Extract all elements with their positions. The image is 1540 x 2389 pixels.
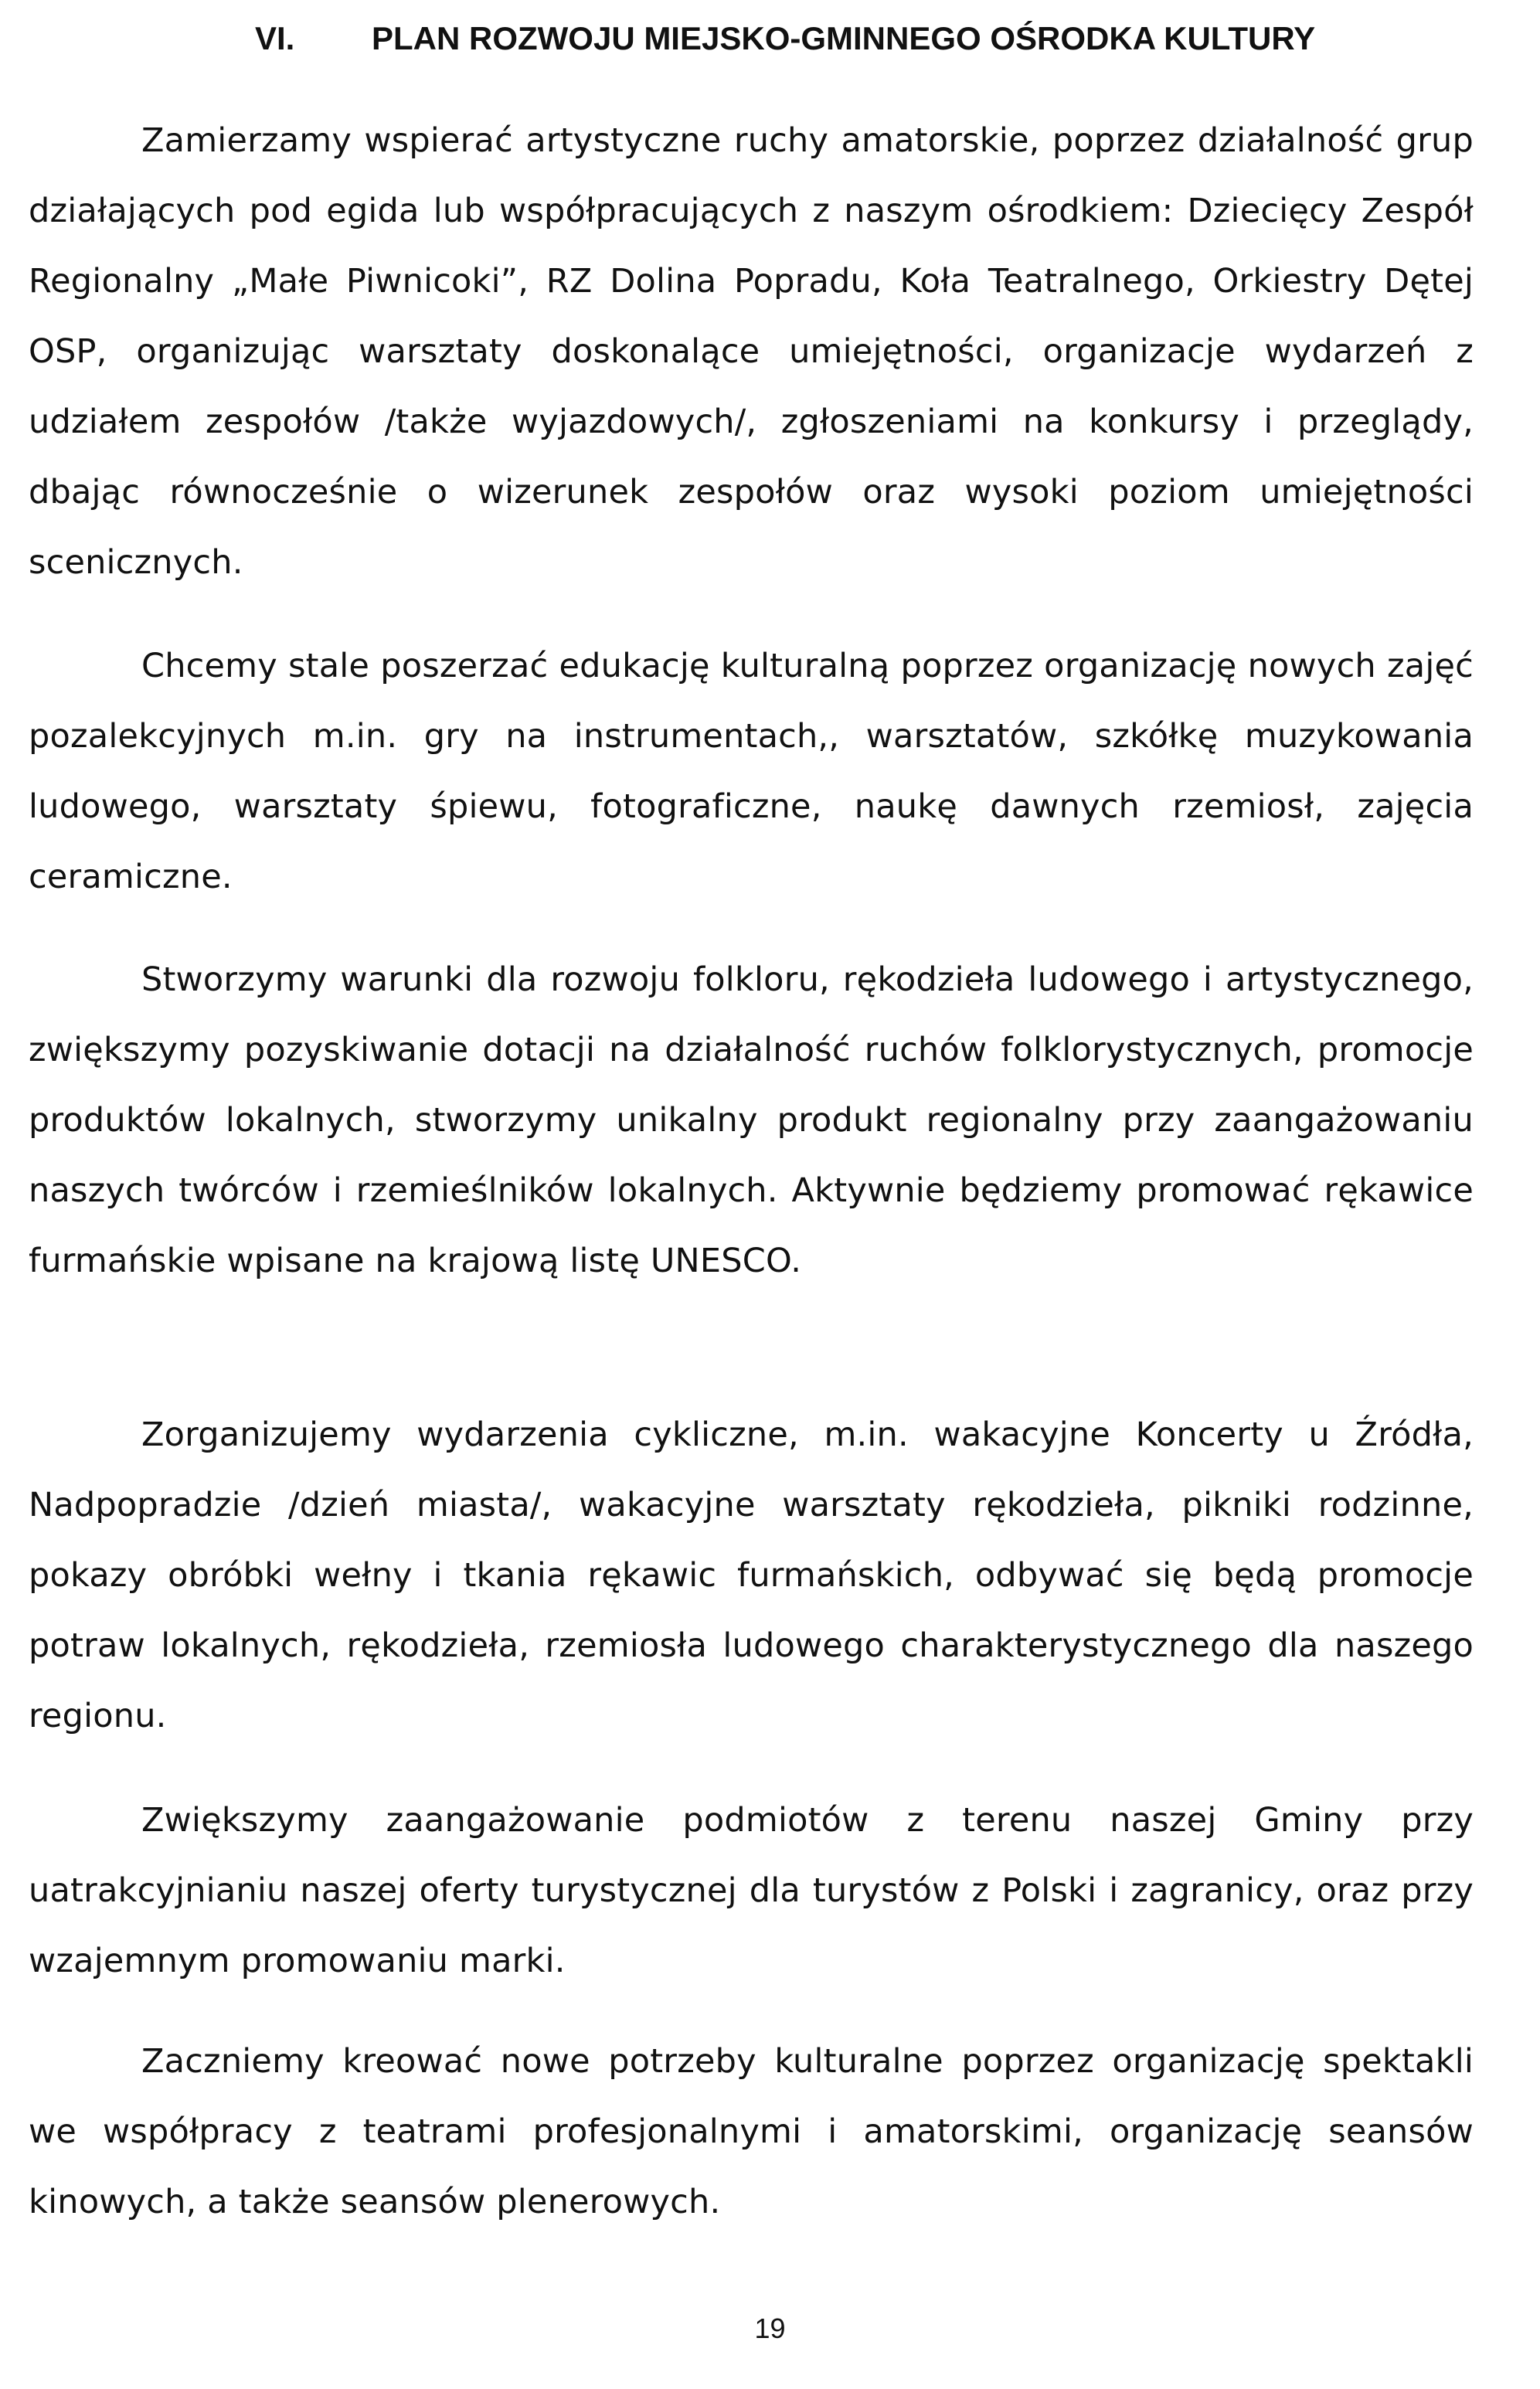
paragraph-tourism-engagement: Zwiększymy zaangażowanie podmiotów z terenu naszej Gminy przy uatrakcyjnianiu naszej oferty turystycznej dla turystów z Polski i zagranicy, oraz przy wzajemnym promowaniu marki.: [29, 1801, 1474, 1980]
paragraph-cultural-education: Chcemy stale poszerzać edukację kulturalną poprzez organizację nowych zajęć pozalekcyjnych m.in. gry na instrumentach,, warsztatów, szkółkę muzykowania ludowego, warsztaty śpiewu, fotograficzne, naukę dawnych rzemiosł, zajęcia ceramiczne.: [29, 647, 1474, 896]
paragraph-cyclic-events: Zorganizujemy wydarzenia cykliczne, m.in. wakacyjne Koncerty u Źródła, Nadpopradzie /dzień miasta/, wakacyjne warsztaty rękodzieła, pikniki rodzinne, pokazy obróbki wełny i tkania rękawic furmańskich, odbywać się będą promocje potraw lokalnych, rękodzieła, rzemiosła ludowego charakterystycznego dla naszego regionu.: [29, 1415, 1474, 1735]
paragraph-folklore-development: Stworzymy warunki dla rozwoju folkloru, rękodzieła ludowego i artystycznego, zwiększymy pozyskiwanie dotacji na działalność ruchów folklorystycznych, promocje produktów lokalnych, stworzymy unikalny produkt regionalny przy zaangażowaniu naszych twórców i rzemieślników lokalnych. Aktywnie będziemy promować rękawice furmańskie wpisane na krajową listę UNESCO.: [29, 960, 1474, 1280]
paragraph-cultural-needs: Zaczniemy kreować nowe potrzeby kulturalne poprzez organizację spektakli we współpracy z teatrami profesjonalnymi i amatorskimi, organizację seansów kinowych, a także seansów plenerowych.: [29, 2042, 1474, 2221]
section-title: PLAN ROZWOJU MIEJSKO-GMINNEGO OŚRODKA KULTURY: [372, 20, 1316, 56]
page-number: 19: [754, 2313, 786, 2344]
section-number: VI.: [255, 20, 295, 56]
paragraph-amateur-movements: Zamierzamy wspierać artystyczne ruchy amatorskie, poprzez działalność grup działających pod egida lub współpracujących z naszym ośrodkiem: Dziecięcy Zespół Regionalny „Małe Piwnicoki”, RZ Dolina Popradu, Koła Teatralnego, Orkiestry Dętej OSP, organizując warsztaty doskonalące umiejętności, organizacje wydarzeń z udziałem zespołów /także wyjazdowych/, zgłoszeniami na konkursy i przeglądy, dbając równocześnie o wizerunek zespołów oraz wysoki poziom umiejętności scenicznych.: [29, 121, 1474, 582]
